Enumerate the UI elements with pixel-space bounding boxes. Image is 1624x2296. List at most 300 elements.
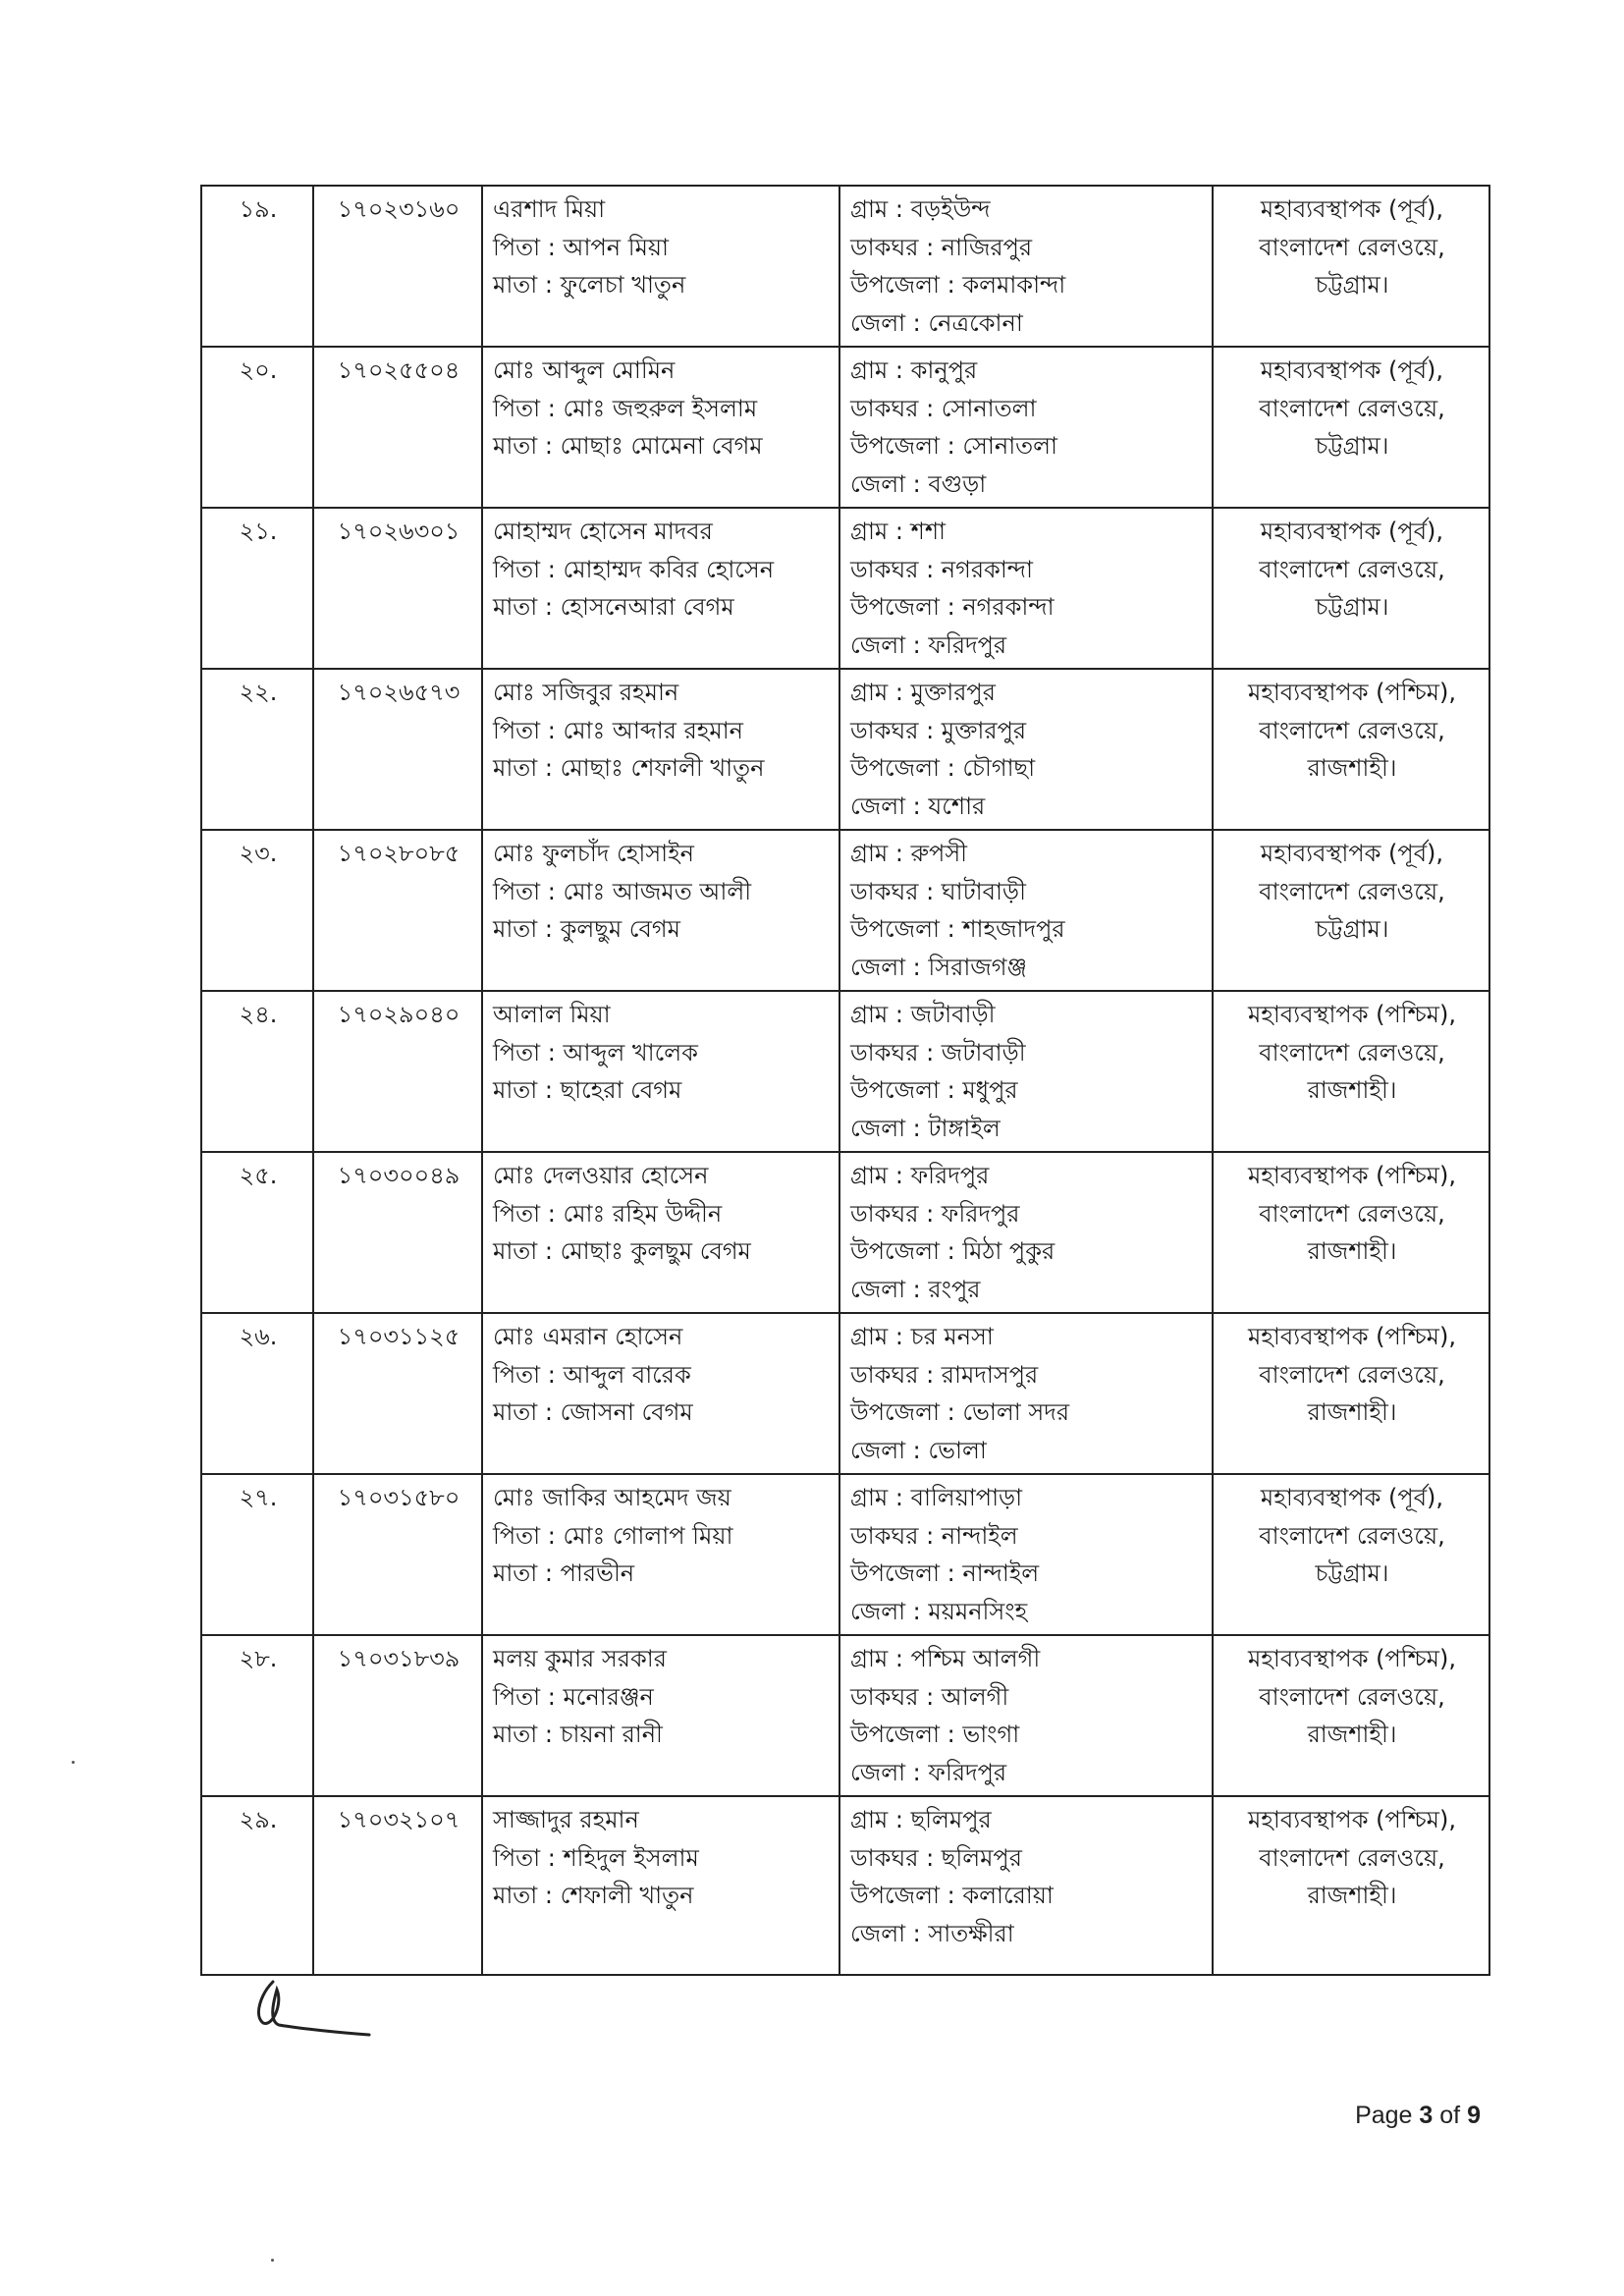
post-office-value: আলগী xyxy=(941,1682,1009,1711)
father-line xyxy=(493,1839,831,1878)
scan-speck xyxy=(271,2259,274,2262)
father-label: পিতা : xyxy=(493,877,556,905)
address-cell xyxy=(839,1152,1213,1313)
office-cell xyxy=(1213,1474,1489,1635)
name-cell xyxy=(482,991,839,1152)
office-city: চট্টগ্রাম। xyxy=(1315,271,1389,299)
district-value: ভোলা xyxy=(928,1436,987,1464)
roll-number: ১৭০৩১৫৮০ xyxy=(337,1484,460,1511)
candidate-name: মোঃ আব্দুল মোমিন xyxy=(493,356,676,384)
office-cell xyxy=(1213,830,1489,991)
office-title: মহাব্যবস্থাপক (পূর্ব), xyxy=(1260,356,1444,384)
village-line xyxy=(850,1479,1204,1517)
office-cell xyxy=(1213,1313,1489,1474)
mother-name: মোছাঃ শেফালী খাতুন xyxy=(560,754,765,782)
candidate-name: মোঃ সজিবুর রহমান xyxy=(493,679,679,706)
candidate-table-body xyxy=(201,186,1489,1975)
district-label: জেলা : xyxy=(850,1275,921,1303)
post-office-line xyxy=(850,873,1204,911)
upazila-label: উপজেলা : xyxy=(850,432,955,460)
office-cell xyxy=(1213,1635,1489,1796)
office-org: বাংলাদেশ রেলওয়ে, xyxy=(1259,1199,1445,1228)
mother-label: মাতা : xyxy=(493,432,553,460)
father-name: মোঃ জহুরুল ইসলাম xyxy=(563,394,758,422)
father-label: পিতা : xyxy=(493,555,556,583)
mother-line xyxy=(493,1071,831,1110)
page-number-of: of xyxy=(1439,2102,1461,2129)
roll-cell xyxy=(313,991,482,1152)
district-label: জেলা : xyxy=(850,630,921,659)
father-label: পিতা : xyxy=(493,1682,556,1711)
office-title: মহাব্যবস্থাপক (পশ্চিম), xyxy=(1247,1806,1456,1833)
village-line xyxy=(850,835,1204,873)
district-label: জেলা : xyxy=(850,469,921,498)
serial-number: ২৫. xyxy=(239,1162,278,1189)
mother-label: মাতা : xyxy=(493,1237,553,1265)
roll-number: ১৭০৩০০৪৯ xyxy=(337,1162,460,1189)
district-value: ফরিদপুর xyxy=(928,1758,1007,1786)
office-city: চট্টগ্রাম। xyxy=(1315,1559,1389,1587)
post-office-value: জটাবাড়ী xyxy=(941,1038,1026,1066)
upazila-line xyxy=(850,1394,1204,1432)
father-line xyxy=(493,1195,831,1233)
roll-cell xyxy=(313,508,482,669)
upazila-label: উপজেলা : xyxy=(850,915,955,943)
post-office-label: ডাকঘর : xyxy=(850,1843,935,1872)
post-office-value: মুক্তারপুর xyxy=(941,716,1027,744)
father-line xyxy=(493,1678,831,1717)
post-office-value: নান্দাইল xyxy=(941,1521,1018,1550)
village-value: জটাবাড়ী xyxy=(910,1001,996,1028)
office-org: বাংলাদেশ রেলওয়ে, xyxy=(1259,1682,1445,1711)
office-city: চট্টগ্রাম। xyxy=(1315,593,1389,621)
post-office-line xyxy=(850,1195,1204,1233)
district-line xyxy=(850,465,1204,504)
father-name: শহিদুল ইসলাম xyxy=(563,1843,699,1872)
mother-label: মাতা : xyxy=(493,754,553,782)
roll-cell xyxy=(313,1152,482,1313)
village-value: চর মনসা xyxy=(910,1323,994,1350)
table-row xyxy=(201,186,1489,347)
candidate-name: মোহাম্মদ হোসেন মাদবর xyxy=(493,518,713,545)
office-title: মহাব্যবস্থাপক (পূর্ব), xyxy=(1260,840,1444,867)
table-row xyxy=(201,1313,1489,1474)
page-number-prefix: Page xyxy=(1355,2102,1413,2129)
upazila-value: কলমাকান্দা xyxy=(962,271,1066,299)
serial-cell xyxy=(201,1313,313,1474)
upazila-label: উপজেলা : xyxy=(850,1559,955,1587)
roll-number: ১৭০২৬৩০১ xyxy=(337,518,460,545)
upazila-line xyxy=(850,1555,1204,1593)
office-city: রাজশাহী। xyxy=(1307,754,1397,782)
candidate-table xyxy=(200,185,1490,1976)
roll-number: ১৭০২৫৫০৪ xyxy=(337,356,460,384)
page-number xyxy=(1355,2102,1481,2130)
mother-line xyxy=(493,1555,831,1593)
father-label: পিতা : xyxy=(493,716,556,744)
father-name: মোঃ গোলাপ মিয়া xyxy=(563,1521,733,1550)
upazila-line xyxy=(850,588,1204,627)
office-cell xyxy=(1213,1152,1489,1313)
village-label: গ্রাম : xyxy=(850,356,903,384)
office-title: মহাব্যবস্থাপক (পূর্ব), xyxy=(1260,518,1444,545)
father-name: মোঃ আব্দার রহমান xyxy=(563,716,743,744)
serial-number: ২০. xyxy=(239,356,278,384)
upazila-line xyxy=(850,1232,1204,1271)
name-cell xyxy=(482,186,839,347)
village-value: মুক্তারপুর xyxy=(910,679,996,706)
district-line xyxy=(850,304,1204,343)
upazila-label: উপজেলা : xyxy=(850,1882,955,1909)
office-org: বাংলাদেশ রেলওয়ে, xyxy=(1259,233,1445,261)
serial-number: ২৬. xyxy=(239,1323,278,1350)
father-label: পিতা : xyxy=(493,394,556,422)
name-cell xyxy=(482,508,839,669)
post-office-line xyxy=(850,1839,1204,1878)
name-cell xyxy=(482,1474,839,1635)
village-label: গ্রাম : xyxy=(850,1323,903,1350)
office-org: বাংলাদেশ রেলওয়ে, xyxy=(1259,1038,1445,1066)
table-row xyxy=(201,1474,1489,1635)
upazila-line xyxy=(850,1877,1204,1915)
father-label: পিতা : xyxy=(493,233,556,261)
candidate-name: এরশাদ মিয়া xyxy=(493,195,606,223)
district-value: সিরাজগঞ্জ xyxy=(928,953,1028,981)
roll-number: ১৭০২৬৫৭৩ xyxy=(337,679,460,706)
candidate-name: সাজ্জাদুর রহমান xyxy=(493,1806,639,1833)
post-office-label: ডাকঘর : xyxy=(850,1360,935,1389)
mother-name: পারভীন xyxy=(560,1559,635,1587)
post-office-value: ঘাটাবাড়ী xyxy=(941,877,1026,905)
mother-line xyxy=(493,749,831,788)
upazila-value: নান্দাইল xyxy=(962,1559,1040,1587)
mother-label: মাতা : xyxy=(493,915,553,943)
upazila-line xyxy=(850,1071,1204,1110)
village-line xyxy=(850,513,1204,551)
village-label: গ্রাম : xyxy=(850,1645,903,1672)
mother-line xyxy=(493,1716,831,1754)
district-line xyxy=(850,949,1204,987)
post-office-label: ডাকঘর : xyxy=(850,555,935,583)
father-name: মোহাম্মদ কবির হোসেন xyxy=(563,555,775,583)
name-cell xyxy=(482,1313,839,1474)
upazila-value: ভাংগা xyxy=(962,1721,1020,1748)
father-line xyxy=(493,1517,831,1556)
roll-cell xyxy=(313,1796,482,1975)
district-value: যশোর xyxy=(928,792,986,820)
office-title: মহাব্যবস্থাপক (পূর্ব), xyxy=(1260,195,1444,223)
mother-name: ফুলেচা খাতুন xyxy=(560,271,686,299)
serial-cell xyxy=(201,1474,313,1635)
serial-number: ২৪. xyxy=(239,1001,278,1028)
father-line xyxy=(493,229,831,267)
address-cell xyxy=(839,669,1213,830)
mother-name: হোসনেআরা বেগম xyxy=(560,593,734,621)
mother-label: মাতা : xyxy=(493,1882,553,1909)
name-cell xyxy=(482,347,839,508)
district-value: রংপুর xyxy=(928,1275,981,1303)
post-office-label: ডাকঘর : xyxy=(850,877,935,905)
serial-cell xyxy=(201,1152,313,1313)
name-cell xyxy=(482,1635,839,1796)
address-cell xyxy=(839,1474,1213,1635)
father-name: মোঃ আজমত আলী xyxy=(563,877,752,905)
district-label: জেলা : xyxy=(850,792,921,820)
father-line xyxy=(493,390,831,428)
table-row xyxy=(201,508,1489,669)
father-label: পিতা : xyxy=(493,1521,556,1550)
village-value: রুপসী xyxy=(910,840,968,867)
post-office-label: ডাকঘর : xyxy=(850,1521,935,1550)
upazila-value: মধুপুর xyxy=(962,1076,1018,1104)
upazila-value: সোনাতলা xyxy=(962,432,1057,460)
mother-line xyxy=(493,910,831,949)
office-city: চট্টগ্রাম। xyxy=(1315,432,1389,460)
village-value: পশ্চিম আলগী xyxy=(910,1645,1041,1672)
address-cell xyxy=(839,508,1213,669)
serial-number: ২২. xyxy=(239,679,278,706)
office-city: রাজশাহী। xyxy=(1307,1721,1397,1748)
father-label: পিতা : xyxy=(493,1360,556,1389)
serial-number: ২১. xyxy=(239,518,278,545)
district-line xyxy=(850,788,1204,826)
district-value: বগুড়া xyxy=(928,469,987,498)
name-cell xyxy=(482,669,839,830)
village-line xyxy=(850,1801,1204,1839)
roll-cell xyxy=(313,669,482,830)
address-cell xyxy=(839,186,1213,347)
post-office-value: নাজিরপুর xyxy=(941,233,1033,261)
office-title: মহাব্যবস্থাপক (পশ্চিম), xyxy=(1247,1001,1456,1028)
table-row xyxy=(201,669,1489,830)
upazila-label: উপজেলা : xyxy=(850,1237,955,1265)
table-row xyxy=(201,1152,1489,1313)
serial-number: ২৭. xyxy=(239,1484,278,1511)
serial-cell xyxy=(201,669,313,830)
serial-cell xyxy=(201,830,313,991)
mother-name: ছাহেরা বেগম xyxy=(560,1076,682,1104)
upazila-label: উপজেলা : xyxy=(850,754,955,782)
post-office-label: ডাকঘর : xyxy=(850,1038,935,1066)
post-office-label: ডাকঘর : xyxy=(850,1199,935,1228)
father-name: আব্দুল বারেক xyxy=(563,1360,691,1389)
village-line xyxy=(850,1318,1204,1356)
office-title: মহাব্যবস্থাপক (পশ্চিম), xyxy=(1247,1323,1456,1350)
serial-number: ২৯. xyxy=(239,1806,278,1833)
table-row xyxy=(201,991,1489,1152)
office-cell xyxy=(1213,1796,1489,1975)
post-office-value: রামদাসপুর xyxy=(941,1360,1039,1389)
mother-label: মাতা : xyxy=(493,271,553,299)
mother-name: কুলছুম বেগম xyxy=(560,915,680,943)
mother-label: মাতা : xyxy=(493,1721,553,1748)
post-office-value: ফরিদপুর xyxy=(941,1199,1020,1228)
name-cell xyxy=(482,1152,839,1313)
post-office-line xyxy=(850,1034,1204,1072)
father-name: মোঃ রহিম উদ্দীন xyxy=(563,1199,723,1228)
district-label: জেলা : xyxy=(850,1436,921,1464)
post-office-line xyxy=(850,1678,1204,1717)
office-city: রাজশাহী। xyxy=(1307,1237,1397,1265)
village-line xyxy=(850,674,1204,712)
serial-number: ১৯. xyxy=(239,195,278,223)
roll-number: ১৭০২৩১৬০ xyxy=(337,195,460,223)
village-label: গ্রাম : xyxy=(850,1806,903,1833)
district-value: সাতক্ষীরা xyxy=(928,1919,1014,1947)
serial-cell xyxy=(201,186,313,347)
village-label: গ্রাম : xyxy=(850,195,903,223)
district-line xyxy=(850,1915,1204,1953)
serial-cell xyxy=(201,508,313,669)
district-label: জেলা : xyxy=(850,1114,921,1142)
roll-cell xyxy=(313,1313,482,1474)
office-city: রাজশাহী। xyxy=(1307,1398,1397,1426)
office-title: মহাব্যবস্থাপক (পূর্ব), xyxy=(1260,1484,1444,1511)
page-number-current: 3 xyxy=(1419,2102,1434,2129)
mother-line xyxy=(493,1394,831,1432)
mother-line xyxy=(493,427,831,465)
office-city: রাজশাহী। xyxy=(1307,1882,1397,1909)
serial-cell xyxy=(201,347,313,508)
upazila-value: নগরকান্দা xyxy=(962,593,1055,621)
mother-name: মোছাঃ কুলছুম বেগম xyxy=(560,1237,751,1265)
candidate-name: মোঃ ফুলচাঁদ হোসাইন xyxy=(493,840,694,867)
district-label: জেলা : xyxy=(850,953,921,981)
office-org: বাংলাদেশ রেলওয়ে, xyxy=(1259,716,1445,744)
district-label: জেলা : xyxy=(850,308,921,337)
office-cell xyxy=(1213,347,1489,508)
mother-label: মাতা : xyxy=(493,1398,553,1426)
mother-line xyxy=(493,1232,831,1271)
village-label: গ্রাম : xyxy=(850,679,903,706)
post-office-line xyxy=(850,712,1204,750)
office-org: বাংলাদেশ রেলওয়ে, xyxy=(1259,555,1445,583)
district-value: ফরিদপুর xyxy=(928,630,1007,659)
candidate-name: মোঃ জাকির আহমেদ জয় xyxy=(493,1484,731,1511)
district-label: জেলা : xyxy=(850,1758,921,1786)
village-value: শশা xyxy=(910,518,946,545)
upazila-line xyxy=(850,427,1204,465)
mother-name: চায়না রানী xyxy=(560,1721,663,1748)
post-office-value: নগরকান্দা xyxy=(941,555,1034,583)
upazila-line xyxy=(850,749,1204,788)
office-cell xyxy=(1213,186,1489,347)
address-cell xyxy=(839,1313,1213,1474)
father-label: পিতা : xyxy=(493,1038,556,1066)
post-office-label: ডাকঘর : xyxy=(850,1682,935,1711)
roll-cell xyxy=(313,347,482,508)
mother-line xyxy=(493,1877,831,1915)
upazila-label: উপজেলা : xyxy=(850,1398,955,1426)
district-line xyxy=(850,1593,1204,1631)
village-label: গ্রাম : xyxy=(850,518,903,545)
roll-cell xyxy=(313,1474,482,1635)
district-line xyxy=(850,1754,1204,1792)
district-label: জেলা : xyxy=(850,1919,921,1947)
father-name: মনোরঞ্জন xyxy=(563,1682,654,1711)
mother-name: শেফালী খাতুন xyxy=(560,1882,694,1909)
office-title: মহাব্যবস্থাপক (পশ্চিম), xyxy=(1247,679,1456,706)
village-label: গ্রাম : xyxy=(850,1001,903,1028)
office-city: চট্টগ্রাম। xyxy=(1315,915,1389,943)
village-value: ছলিমপুর xyxy=(910,1806,992,1833)
village-label: গ্রাম : xyxy=(850,840,903,867)
district-value: নেত্রকোনা xyxy=(928,308,1023,337)
address-cell xyxy=(839,1635,1213,1796)
roll-number: ১৭০৩১৮৩৯ xyxy=(337,1645,460,1672)
upazila-value: শাহজাদপুর xyxy=(962,915,1065,943)
village-value: বড়ইউন্দ xyxy=(910,195,991,223)
roll-number: ১৭০৩১১২৫ xyxy=(337,1323,460,1350)
district-value: টাঙ্গাইল xyxy=(928,1114,1001,1142)
post-office-label: ডাকঘর : xyxy=(850,394,935,422)
father-line xyxy=(493,712,831,750)
serial-number: ২৩. xyxy=(239,840,278,867)
father-name: আপন মিয়া xyxy=(563,233,670,261)
upazila-value: মিঠা পুকুর xyxy=(962,1237,1056,1265)
post-office-line xyxy=(850,1356,1204,1394)
office-cell xyxy=(1213,669,1489,830)
name-cell xyxy=(482,830,839,991)
village-line xyxy=(850,352,1204,390)
roll-cell xyxy=(313,186,482,347)
father-line xyxy=(493,551,831,589)
district-line xyxy=(850,627,1204,665)
village-line xyxy=(850,1157,1204,1195)
address-cell xyxy=(839,1796,1213,1975)
roll-cell xyxy=(313,830,482,991)
table-row xyxy=(201,830,1489,991)
village-value: ফরিদপুর xyxy=(910,1162,990,1189)
serial-cell xyxy=(201,1796,313,1975)
upazila-line xyxy=(850,266,1204,304)
post-office-label: ডাকঘর : xyxy=(850,233,935,261)
office-title: মহাব্যবস্থাপক (পশ্চিম), xyxy=(1247,1645,1456,1672)
office-cell xyxy=(1213,991,1489,1152)
post-office-label: ডাকঘর : xyxy=(850,716,935,744)
address-cell xyxy=(839,347,1213,508)
father-name: আব্দুল খালেক xyxy=(563,1038,698,1066)
candidate-name: মোঃ এমরান হোসেন xyxy=(493,1323,683,1350)
table-row xyxy=(201,1796,1489,1975)
serial-number: ২৮. xyxy=(239,1645,278,1672)
roll-cell xyxy=(313,1635,482,1796)
post-office-line xyxy=(850,229,1204,267)
village-line xyxy=(850,996,1204,1034)
roll-number: ১৭০৩২১০৭ xyxy=(337,1806,460,1833)
address-cell xyxy=(839,830,1213,991)
mother-line xyxy=(493,266,831,304)
page-number-total: 9 xyxy=(1467,2102,1481,2129)
upazila-value: ভোলা সদর xyxy=(962,1398,1070,1426)
upazila-line xyxy=(850,910,1204,949)
upazila-value: চৌগাছা xyxy=(962,754,1036,782)
district-label: জেলা : xyxy=(850,1597,921,1625)
upazila-label: উপজেলা : xyxy=(850,593,955,621)
post-office-line xyxy=(850,551,1204,589)
village-label: গ্রাম : xyxy=(850,1162,903,1189)
name-cell xyxy=(482,1796,839,1975)
roll-number: ১৭০২৯০৪০ xyxy=(337,1001,460,1028)
village-line xyxy=(850,191,1204,229)
village-value: কানুপুর xyxy=(910,356,978,384)
village-label: গ্রাম : xyxy=(850,1484,903,1511)
candidate-name: মোঃ দেলওয়ার হোসেন xyxy=(493,1162,709,1189)
signature-mark xyxy=(244,1964,381,2043)
mother-label: মাতা : xyxy=(493,593,553,621)
address-cell xyxy=(839,991,1213,1152)
upazila-value: কলারোয়া xyxy=(962,1882,1054,1909)
